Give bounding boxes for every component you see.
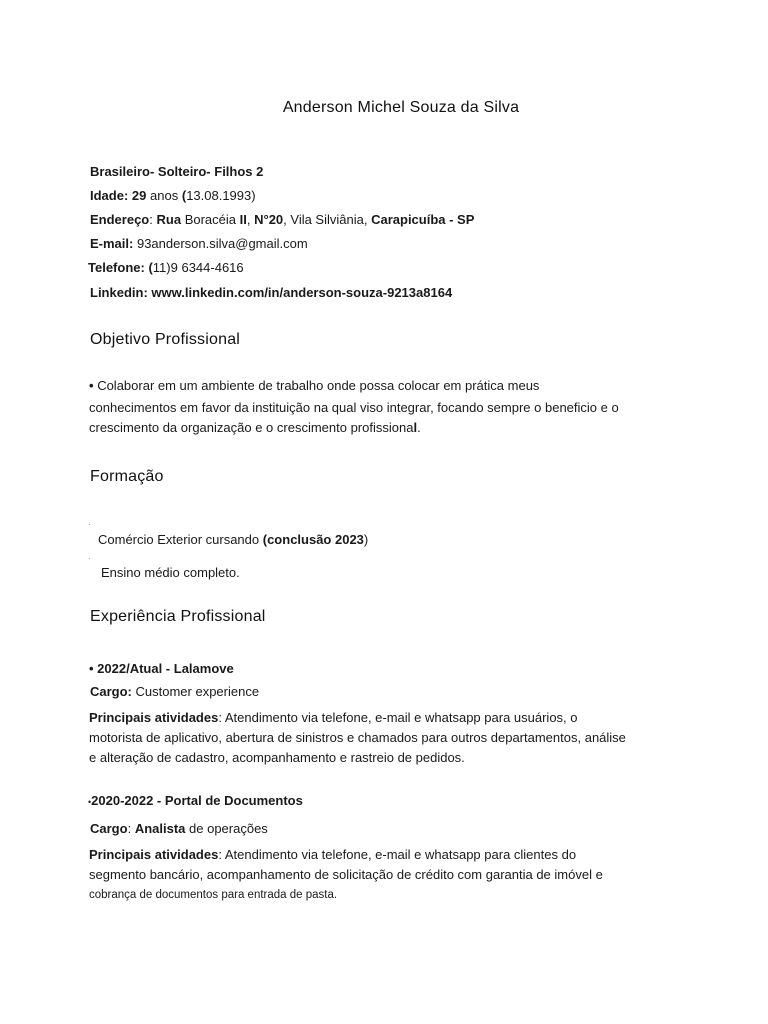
job2-activities: [89, 845, 669, 905]
street-suffix: II: [239, 212, 247, 227]
objective-heading: Objetivo Profissional: [90, 331, 241, 348]
age-label: Idade:: [90, 188, 129, 203]
job2-role-label: Cargo: [90, 821, 128, 836]
education-item1-text: Comércio Exterior cursando: [98, 532, 260, 547]
age-open-paren: (: [181, 188, 187, 203]
street-label: Rua: [156, 212, 182, 227]
job2-role-bold: Analista: [134, 821, 186, 836]
personal-age: [90, 188, 256, 203]
objective-line3: [89, 418, 669, 438]
job2-activities-label: Principais atividades: [89, 847, 219, 862]
job2-activities-line1: [89, 845, 669, 865]
phone-label: Telefone:: [88, 260, 145, 275]
address-label: Endereço: [90, 212, 150, 227]
street-name: Boracéia: [184, 212, 236, 227]
email-label: E-mail:: [90, 236, 134, 251]
job1-role-label: Cargo:: [90, 684, 132, 699]
job2-role: [90, 821, 268, 836]
personal-linkedin[interactable]: Linkedin: www.linkedin.com/in/anderson-souza-9213a8164: [90, 285, 453, 300]
objective-line1-text: Colaborar em um ambiente de trabalho onde possa colocar em prática meus: [97, 378, 540, 393]
personal-address: [90, 212, 474, 227]
objective-bullet: •: [89, 378, 94, 393]
job1-activities-line1: [89, 708, 669, 728]
resume-name: Anderson Michel Souza da Silva: [282, 99, 520, 116]
job2-header: 2020-2022 - Portal de Documentos: [91, 793, 303, 808]
birth-date: 13.08.1993): [186, 188, 256, 203]
objective-line3-end: l: [413, 420, 418, 435]
job2-role-colon: :: [127, 821, 132, 836]
education-item1-bold: (conclusão 2023: [262, 532, 364, 547]
city: Carapicuíba - SP: [371, 212, 475, 227]
objective-line3-text: crescimento da organização e o crescimento profissiona: [89, 420, 414, 435]
age-number: 29: [131, 188, 147, 203]
email-value[interactable]: 93anderson.silva@gmail.com: [136, 236, 308, 251]
job2-activities-line3: cobrança de documentos para entrada de pasta.: [89, 889, 338, 901]
street-number: N°20: [254, 212, 284, 227]
education-item1-marker: ·: [88, 520, 91, 529]
job2-activities-line1-text: : Atendimento via telefone, e-mail e whatsapp para clientes do: [218, 847, 577, 862]
personal-email: [90, 236, 308, 251]
age-unit: anos: [150, 188, 179, 203]
education-heading: Formação: [90, 468, 164, 485]
job1-role: [90, 684, 259, 699]
objective-line3-dot: .: [417, 420, 421, 435]
neighborhood: , Vila Silviânia,: [283, 212, 368, 227]
experience-heading: Experiência Profissional: [90, 608, 266, 625]
objective-line1: [89, 376, 669, 396]
objective-text: [89, 376, 669, 438]
street-comma: ,: [246, 212, 251, 227]
job2-bullet: •: [88, 797, 92, 807]
job1-activities: [89, 708, 669, 768]
job1-activities-line3: e alteração de cadastro, acompanhamento e rastreio de pedidos.: [89, 750, 465, 765]
education-item2: Ensino médio completo.: [101, 565, 240, 580]
job2-header-row: [88, 793, 303, 808]
personal-phone: [88, 260, 244, 275]
job1-header: • 2022/Atual - Lalamove: [89, 661, 234, 676]
phone-value: 11)9 6344-4616: [152, 260, 244, 275]
objective-line2: conhecimentos em favor da instituição na qual viso integrar, focando sempre o beneficio e o: [89, 400, 619, 415]
phone-open-paren: (: [148, 260, 153, 275]
job1-activities-line1-text: : Atendimento via telefone, e-mail e whatsapp para usuários, o: [218, 710, 578, 725]
job1-role-value: Customer experience: [135, 684, 260, 699]
education-item1-close: ): [363, 532, 369, 547]
job1-activities-line2: motorista de aplicativo, abertura de sinistros e chamados para outros departamentos, análise: [89, 730, 626, 745]
job2-activities-line2: segmento bancário, acompanhamento de solicitação de crédito com garantia de imóvel e: [89, 867, 603, 882]
education-item1: [98, 532, 368, 547]
address-colon: :: [149, 212, 153, 227]
personal-line1: Brasileiro- Solteiro- Filhos 2: [90, 164, 264, 179]
job1-activities-label: Principais atividades: [89, 710, 219, 725]
job2-role-value: de operações: [189, 821, 268, 836]
education-item2-marker: ·: [88, 554, 91, 563]
